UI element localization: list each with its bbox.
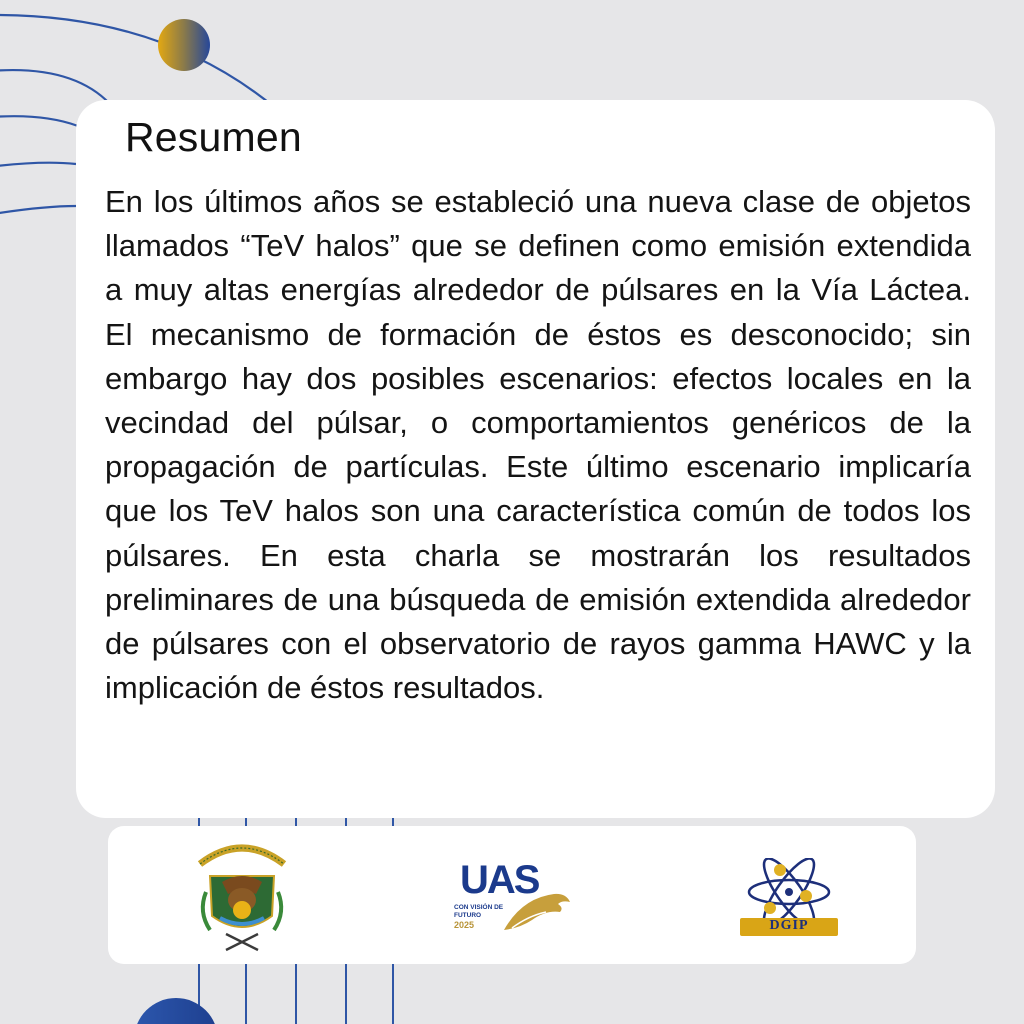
summary-card	[76, 100, 995, 818]
logo-strip	[108, 826, 916, 964]
dgip-logo	[740, 858, 838, 942]
uas-logo	[454, 860, 574, 938]
uas-tagline-2: FUTURO	[454, 912, 482, 919]
uas-tagline-3: 2025	[454, 920, 475, 930]
university-seal-icon	[192, 834, 292, 956]
uas-tagline-1: CON VISIÓN DE	[454, 904, 504, 911]
planet-bottom	[134, 998, 218, 1024]
atom-icon	[740, 858, 838, 920]
summary-title: Resumen	[125, 114, 302, 160]
university-seal-logo	[192, 834, 292, 956]
uas-wordmark: UAS	[460, 858, 539, 902]
summary-body: En los últimos años se estableció una nueva clase de objetos llamados “TeV halos” que se definen como emisión extendida a muy altas energías alrededor de púlsares en la Vía Láctea. El mecanismo de formación de éstos es desconocido; sin embargo hay dos posibles escenarios: efectos locales en la vecindad del púlsar, o comportamientos genéricos de la propagación de partículas. Este último escenario implicaría que los TeV halos son una característica común de todos los púlsares. En esta charla se mostrarán los resultados preliminares de una búsqueda de emisión extendida alrededor de púlsares con el observatorio de rayos gamma HAWC y la implicación de éstos resultados.	[105, 184, 971, 706]
planet-top	[158, 19, 210, 71]
eagle-icon	[502, 890, 572, 936]
dgip-label: DGIP	[769, 918, 809, 933]
